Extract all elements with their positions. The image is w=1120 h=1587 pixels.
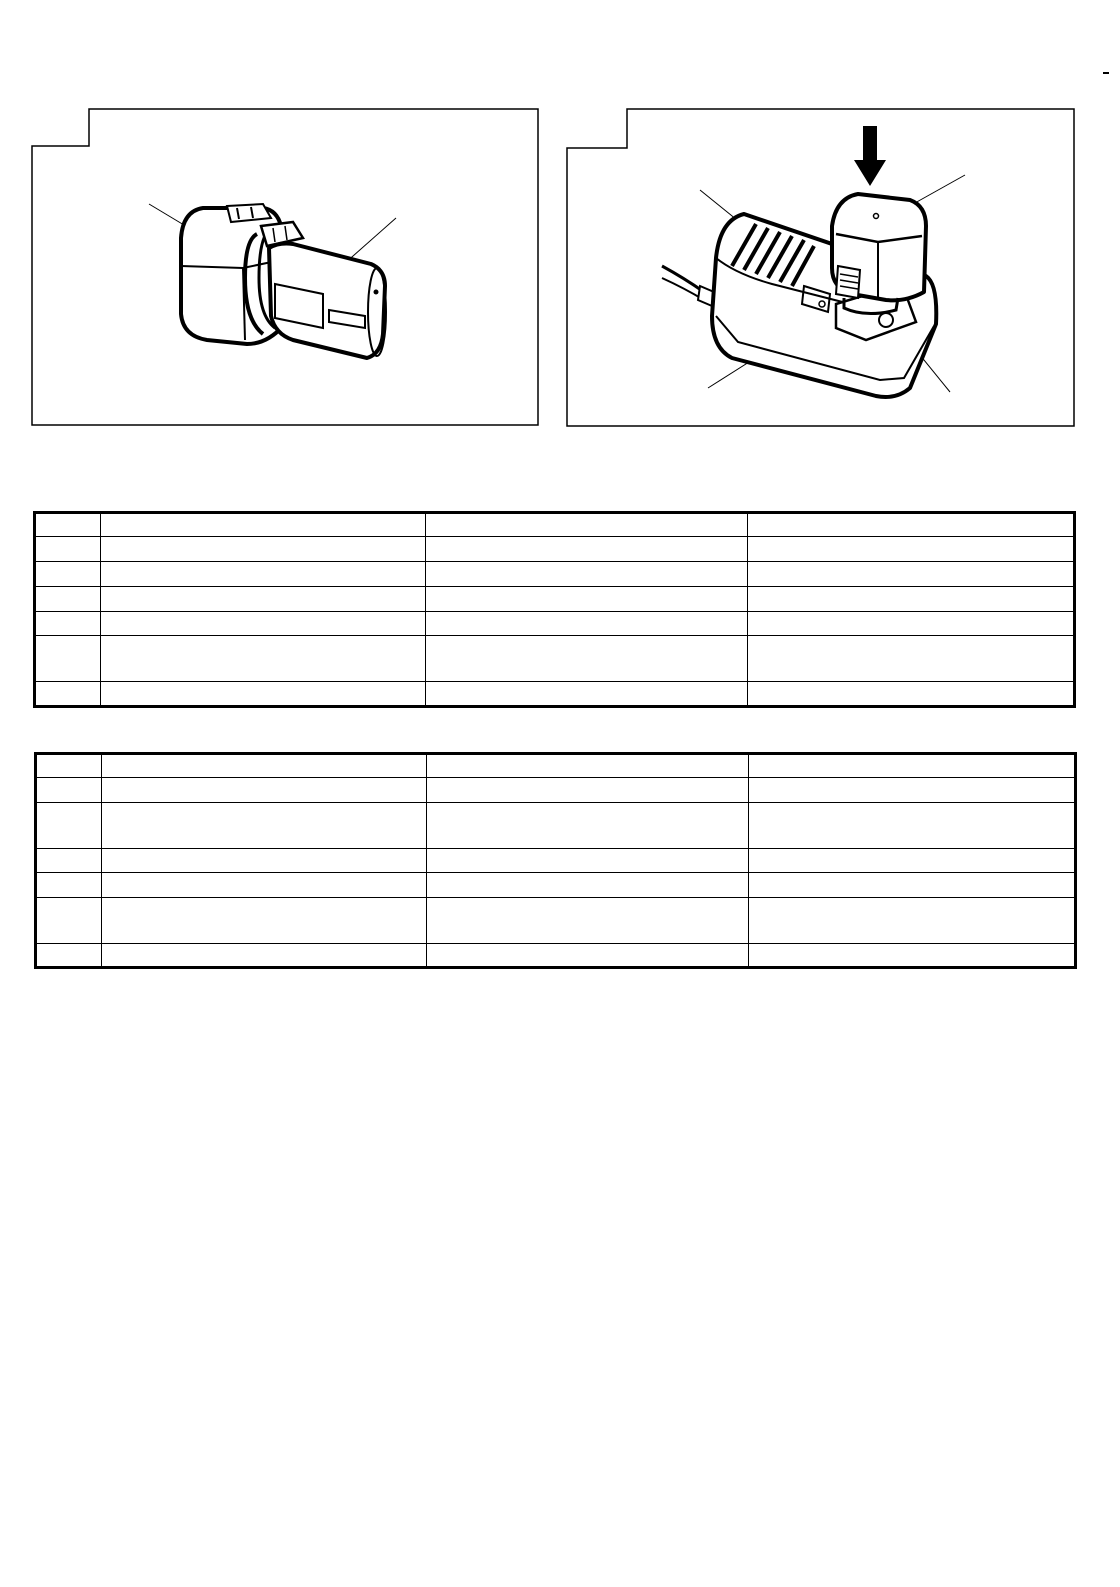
table-cell xyxy=(102,803,427,849)
page-edge-mark xyxy=(1103,72,1109,74)
table-cell xyxy=(748,513,1075,537)
table-row xyxy=(35,612,1075,636)
table-cell xyxy=(749,803,1076,849)
table-cell xyxy=(748,562,1075,587)
table-cell xyxy=(102,944,427,968)
table-cell xyxy=(35,537,101,562)
table-cell xyxy=(749,873,1076,898)
insert-arrow-icon xyxy=(854,126,886,186)
table-cell xyxy=(426,562,748,587)
table-cell xyxy=(427,944,749,968)
table-cell xyxy=(427,803,749,849)
table-cell xyxy=(36,898,102,944)
table-cell xyxy=(36,778,102,803)
table-cell xyxy=(101,537,426,562)
table-row xyxy=(35,513,1075,537)
table-cell xyxy=(35,612,101,636)
table-cell xyxy=(36,803,102,849)
table-row xyxy=(36,944,1076,968)
table-cell xyxy=(748,537,1075,562)
table-row xyxy=(36,898,1076,944)
table-cell xyxy=(36,944,102,968)
table-cell xyxy=(101,612,426,636)
table-cell xyxy=(427,849,749,873)
table-cell xyxy=(35,682,101,707)
table-cell xyxy=(749,778,1076,803)
table-cell xyxy=(35,636,101,682)
table-cell xyxy=(35,587,101,612)
battery-figure-panel xyxy=(31,108,540,428)
table-row xyxy=(36,849,1076,873)
table-cell xyxy=(426,587,748,612)
table-cell xyxy=(749,898,1076,944)
battery-illustration xyxy=(31,108,540,428)
table-row xyxy=(35,636,1075,682)
table-row xyxy=(36,803,1076,849)
table-cell xyxy=(748,587,1075,612)
table-cell xyxy=(426,682,748,707)
spec-table-2 xyxy=(34,752,1077,969)
table-row xyxy=(36,778,1076,803)
table-cell xyxy=(427,754,749,778)
table-cell xyxy=(748,682,1075,707)
table-cell xyxy=(426,612,748,636)
table-cell xyxy=(102,873,427,898)
table-cell xyxy=(102,754,427,778)
table-cell xyxy=(101,682,426,707)
charger-figure-panel xyxy=(566,108,1076,429)
table-cell xyxy=(749,849,1076,873)
table-cell xyxy=(101,587,426,612)
table-cell xyxy=(101,562,426,587)
table-row xyxy=(35,587,1075,612)
table-cell xyxy=(427,898,749,944)
table-row xyxy=(35,537,1075,562)
table-cell xyxy=(427,873,749,898)
table-row xyxy=(36,754,1076,778)
table-cell xyxy=(748,612,1075,636)
table-row xyxy=(35,562,1075,587)
table-cell xyxy=(426,513,748,537)
table-cell xyxy=(36,754,102,778)
table-row xyxy=(36,873,1076,898)
table-cell xyxy=(748,636,1075,682)
table-row xyxy=(35,682,1075,707)
table-cell xyxy=(749,944,1076,968)
table-cell xyxy=(426,636,748,682)
table-cell xyxy=(35,513,101,537)
table-cell xyxy=(749,754,1076,778)
table-cell xyxy=(36,849,102,873)
table-cell xyxy=(102,898,427,944)
table-cell xyxy=(102,778,427,803)
table-cell xyxy=(427,778,749,803)
table-cell xyxy=(36,873,102,898)
table-cell xyxy=(101,636,426,682)
table-cell xyxy=(35,562,101,587)
spec-table-1 xyxy=(33,511,1076,708)
table-cell xyxy=(101,513,426,537)
table-cell xyxy=(426,537,748,562)
charger-illustration xyxy=(566,108,1076,429)
table-cell xyxy=(102,849,427,873)
